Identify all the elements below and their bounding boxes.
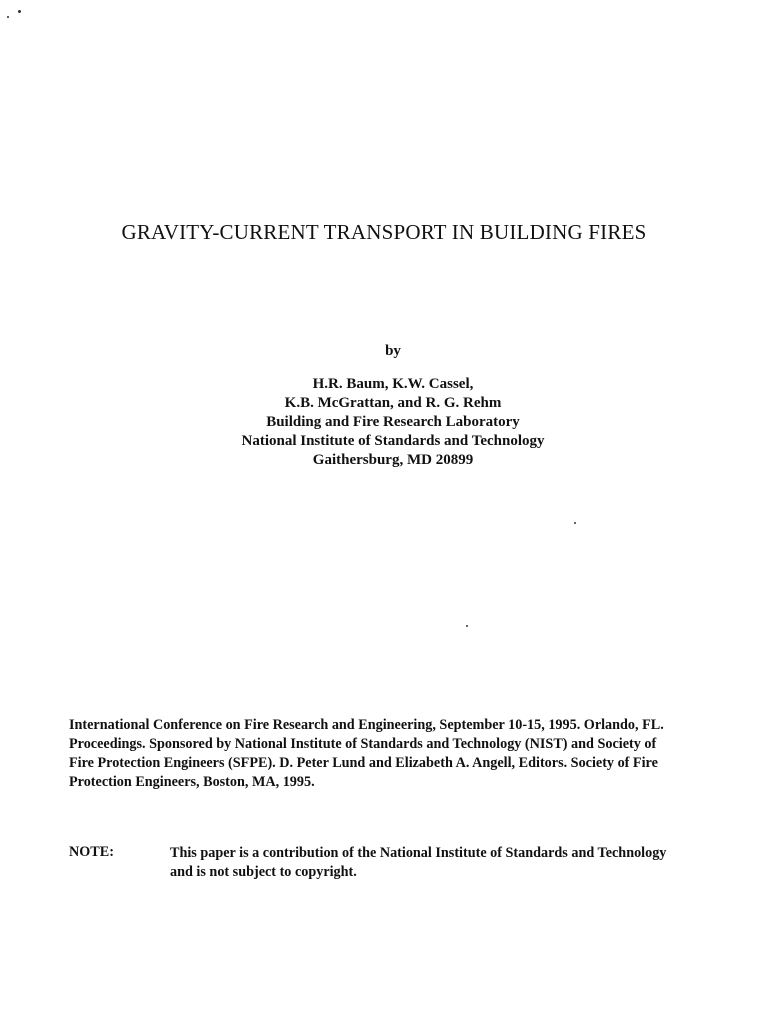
conference-line-3: Fire Protection Engineers (SFPE). D. Peter Lund and Elizabeth A. Angell, Editors. Society of Fire xyxy=(69,755,658,771)
note-label: NOTE: xyxy=(69,844,114,860)
note-text xyxy=(170,844,730,882)
scan-speck xyxy=(18,10,21,13)
conference-line-4: Protection Engineers, Boston, MA, 1995. xyxy=(69,774,315,790)
author-line-1: H.R. Baum, K.W. Cassel, xyxy=(312,376,474,392)
affiliation-lab: Building and Fire Research Laboratory xyxy=(266,414,520,430)
affiliation-institute: National Institute of Standards and Technology xyxy=(241,433,545,449)
author-block xyxy=(0,375,768,470)
scan-speck xyxy=(574,522,576,524)
note-line-2: and is not subject to copyright. xyxy=(170,864,357,880)
note-line-1: This paper is a contribution of the National Institute of Standards and Technology xyxy=(170,845,667,861)
byline: by xyxy=(385,343,401,359)
scan-speck xyxy=(466,625,468,627)
conference-line-2: Proceedings. Sponsored by National Institute of Standards and Technology (NIST) and Society of xyxy=(69,736,657,752)
scan-speck xyxy=(7,16,9,18)
affiliation-address: Gaithersburg, MD 20899 xyxy=(312,452,474,468)
conference-citation xyxy=(69,716,729,792)
conference-line-1: International Conference on Fire Research and Engineering, September 10-15, 1995. Orlando, FL. xyxy=(69,717,664,733)
paper-title: GRAVITY-CURRENT TRANSPORT IN BUILDING FIRES xyxy=(121,220,647,244)
author-line-2: K.B. McGrattan, and R. G. Rehm xyxy=(284,395,502,411)
